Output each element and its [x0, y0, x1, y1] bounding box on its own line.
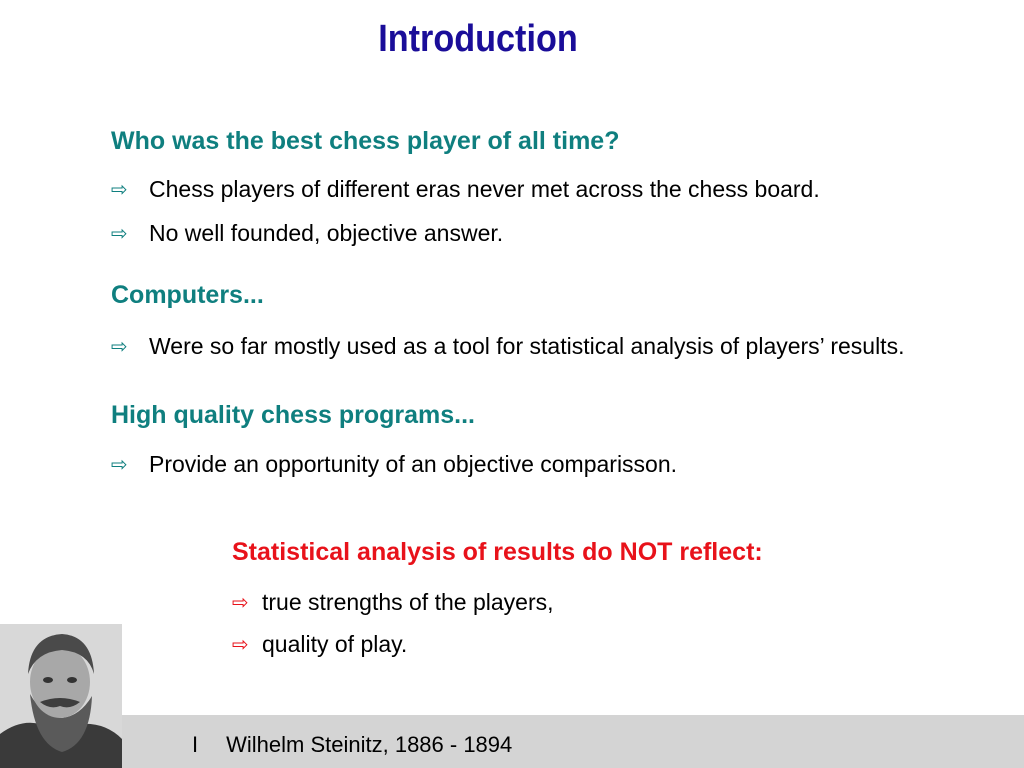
slide-title: Introduction: [378, 18, 578, 60]
bullet-item: [111, 176, 820, 203]
highlight-bullet: [232, 589, 554, 616]
bullet-text: No well founded, objective answer.: [149, 220, 504, 246]
arrow-right-icon: ⇨: [111, 223, 128, 245]
bullet-item: [111, 333, 904, 360]
arrow-right-icon: ⇨: [111, 179, 128, 201]
bullet-text: true strengths of the players,: [262, 589, 554, 615]
bullet-item: [111, 451, 677, 478]
caption-marker: I: [192, 732, 199, 757]
section-heading-computers: Computers...: [111, 281, 264, 309]
bullet-text: quality of play.: [262, 631, 408, 657]
highlight-bullet: [232, 631, 407, 658]
portrait-caption: [192, 732, 512, 758]
bullet-item: [111, 220, 503, 247]
section-heading-chess-programs: High quality chess programs...: [111, 401, 475, 429]
arrow-right-icon: ⇨: [232, 634, 249, 656]
bullet-text: Chess players of different eras never met across the chess board.: [149, 176, 820, 202]
portrait-icon: [0, 624, 122, 768]
arrow-right-icon: ⇨: [111, 454, 128, 476]
highlight-heading: Statistical analysis of results do NOT reflect:: [232, 538, 763, 566]
bullet-text: Provide an opportunity of an objective comparisson.: [149, 451, 678, 477]
arrow-right-icon: ⇨: [111, 336, 128, 358]
arrow-right-icon: ⇨: [232, 592, 249, 614]
portrait-photo: [0, 624, 122, 768]
bullet-text: Were so far mostly used as a tool for statistical analysis of players’ results.: [149, 333, 905, 359]
section-heading-best-player: Who was the best chess player of all time?: [111, 127, 620, 155]
caption-text: Wilhelm Steinitz, 1886 - 1894: [226, 732, 513, 757]
